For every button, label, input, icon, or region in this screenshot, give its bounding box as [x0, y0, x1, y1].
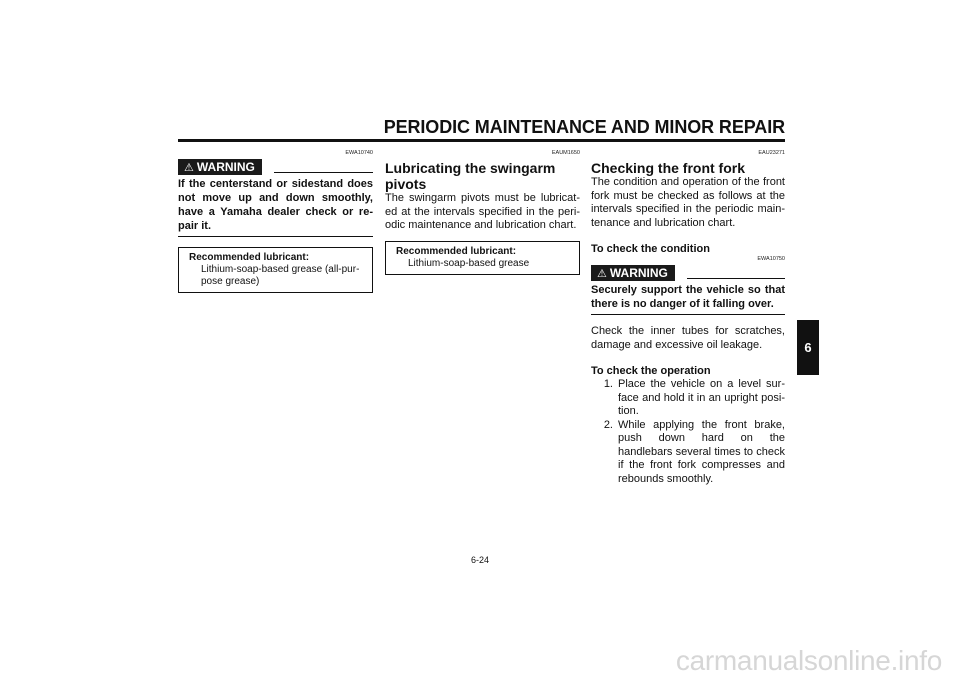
recommended-lubricant-box — [178, 247, 373, 293]
warning-header — [178, 159, 373, 175]
list-number: 2. — [603, 418, 613, 431]
lubricant-label: Recommended lubricant: — [396, 245, 517, 257]
recommended-lubricant-box — [385, 241, 580, 275]
warning-badge — [178, 159, 262, 175]
section-intro: The condition and operation of the front fork must be checked as follows at the intervals specified in the periodic main-tenance and lubrication chart. — [591, 176, 785, 229]
subsection-heading: To check the operation — [591, 365, 711, 377]
warning-triangle-icon: ⚠ — [184, 161, 194, 174]
section-title: Checking the front fork — [591, 160, 746, 176]
chapter-tab: 6 — [797, 320, 819, 375]
section-body: The swingarm pivots must be lubricat-ed at the intervals specified in the peri-odic maintenance and lubrication chart. — [385, 192, 580, 231]
condition-text: Check the inner tubes for scratches, damage and excessive oil leakage. — [591, 325, 785, 351]
lubricant-value: Lithium-soap-based grease (all-pur-pose grease) — [201, 264, 360, 287]
warning-text: If the centerstand or sidestand does not move up and down smoothly, have a Yamaha dealer check or re-pair it. — [178, 175, 373, 237]
warning-rule — [274, 172, 373, 173]
page-number: 6-24 — [470, 555, 489, 565]
warning-text: Securely support the vehicle so that there is no danger of it falling over. — [591, 281, 785, 315]
section-title: Lubricating the swingarm pivots — [385, 160, 556, 192]
list-text: Place the vehicle on a level sur-face and hold it in an upright posi-tion. — [618, 378, 785, 417]
warning-label: WARNING — [609, 266, 668, 280]
warning-rule — [687, 278, 785, 279]
column-3 — [591, 150, 785, 486]
list-item — [591, 378, 785, 419]
warning-label: WARNING — [196, 160, 255, 174]
warning-badge — [591, 265, 675, 281]
column-1 — [178, 150, 373, 293]
document-code: EWA10740 — [345, 150, 373, 156]
list-item — [591, 419, 785, 487]
warning-code: EWA10750 — [757, 256, 785, 262]
document-code: EAUM1650 — [551, 150, 580, 156]
watermark: carmanualsonline.info — [675, 645, 942, 676]
page-title: PERIODIC MAINTENANCE AND MINOR REPAIR — [383, 117, 785, 137]
list-number: 1. — [603, 378, 613, 390]
document-code: EAU23271 — [758, 150, 785, 156]
column-2 — [385, 150, 580, 275]
list-text: While applying the front brake, push down hard on the handlebars several times to check if the front fork compresses and rebounds smoothly. — [618, 418, 785, 485]
header-rule — [178, 139, 785, 142]
lubricant-label: Recommended lubricant: — [189, 252, 310, 263]
subsection-heading: To check the condition — [591, 243, 710, 255]
lubricant-value: Lithium-soap-based grease — [408, 257, 530, 269]
warning-header — [591, 265, 785, 281]
warning-triangle-icon: ⚠ — [597, 267, 607, 280]
